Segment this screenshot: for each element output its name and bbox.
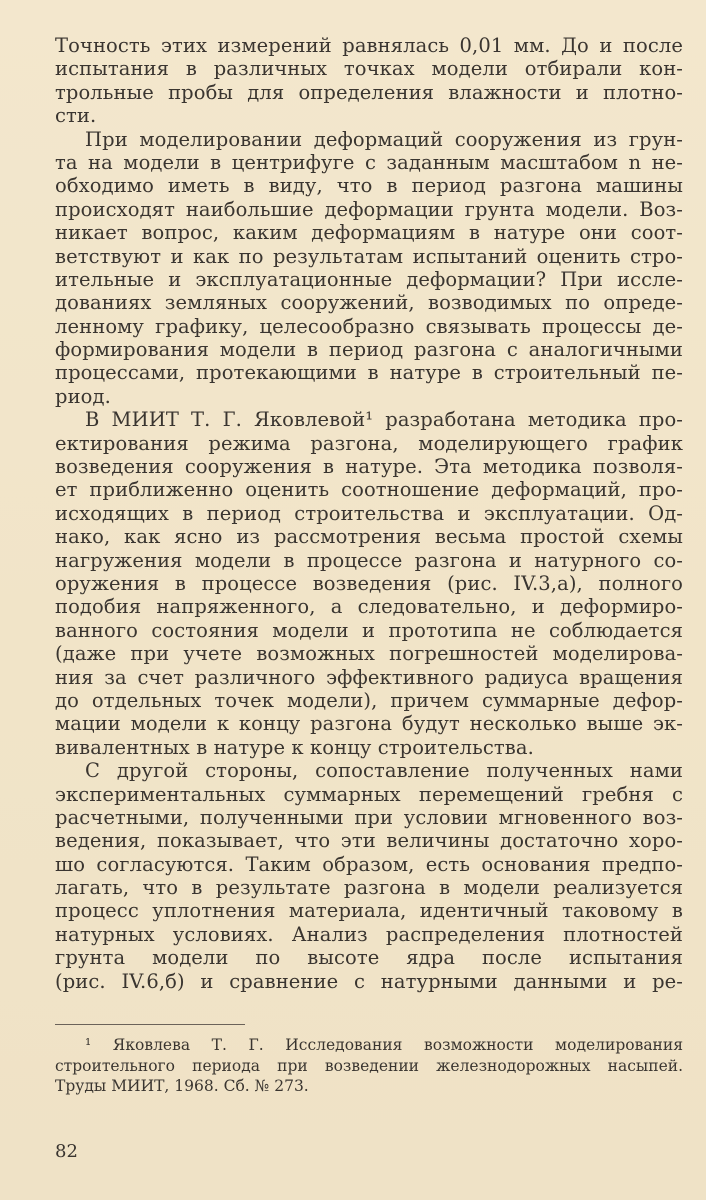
text-line: до отдельных точек модели), причем суммарные дефор-	[55, 688, 683, 712]
text-line: ектирования режима разгона, моделирующего график	[55, 431, 683, 455]
text-line: При моделировании деформаций сооружения из грун-	[85, 127, 683, 151]
text-line: обходимо иметь в виду, что в период разгона машины	[55, 174, 683, 198]
text-line: мации модели к концу разгона будут несколько выше эк-	[55, 712, 683, 736]
text-line: оружения в процессе возведения (рис. IV.3,а), полного	[55, 571, 683, 595]
text-line: подобия напряженного, а следовательно, и деформиро-	[55, 595, 683, 619]
footnote-divider	[55, 1024, 245, 1025]
text-line: нагружения модели в процессе разгона и натурного со-	[55, 548, 683, 572]
footnote-line: ¹ Яковлева Т. Г. Исследования возможности моделирования	[85, 1036, 683, 1054]
text-line: В МИИТ Т. Г. Яковлевой¹ разработана методика про-	[85, 408, 683, 432]
text-line: сти.	[55, 104, 97, 128]
footnote	[55, 1035, 683, 1097]
page-number: 82	[55, 1141, 78, 1162]
text-line: испытания в различных точках модели отбирали кон-	[55, 57, 683, 81]
text-line: С другой стороны, сопоставление полученных нами	[85, 759, 683, 783]
text-line: экспериментальных суммарных перемещений гребня с	[55, 782, 683, 806]
text-line: никает вопрос, каким деформациям в натуре они соот-	[55, 221, 683, 245]
text-line: нако, как ясно из рассмотрения весьма простой схемы	[55, 525, 683, 549]
text-line: расчетными, полученными при условии мгновенного воз-	[55, 805, 683, 829]
text-line: та на модели в центрифуге с заданным масштабом n не-	[55, 150, 683, 174]
text-line: процессами, протекающими в натуре в строительный пе-	[55, 361, 683, 385]
text-line: процесс уплотнения материала, идентичный таковому в	[55, 899, 683, 923]
text-line: дованиях земляных сооружений, возводимых по опреде-	[55, 291, 683, 315]
text-line: формирования модели в период разгона с аналогичными	[55, 338, 683, 362]
text-line: риод.	[55, 384, 111, 408]
text-line: (даже при учете возможных погрешностей моделирова-	[55, 642, 683, 666]
text-line: ния за счет различного эффективного радиуса вращения	[55, 665, 683, 689]
text-line: Точность этих измерений равнялась 0,01 мм. До и после	[55, 34, 683, 57]
text-line: ет приближенно оценить соотношение деформаций, про-	[55, 478, 683, 502]
text-line: натурных условиях. Анализ распределения плотностей	[55, 922, 683, 946]
main-text	[55, 34, 683, 993]
text-line: (рис. IV.6,б) и сравнение с натурными данными и ре-	[55, 969, 683, 993]
text-line: грунта модели по высоте ядра после испытания	[55, 946, 683, 970]
text-line: ванного состояния модели и прототипа не соблюдается	[55, 618, 683, 642]
text-line: происходят наибольшие деформации грунта модели. Воз-	[55, 197, 683, 221]
text-line: исходящих в период строительства и эксплуатации. Од-	[55, 501, 683, 525]
text-line: лагать, что в результате разгона в модели реализуется	[55, 876, 683, 900]
text-line: ветствуют и как по результатам испытаний оценить стро-	[55, 244, 683, 268]
text-line: шо согласуются. Таким образом, есть основания предпо-	[55, 852, 683, 876]
text-line: вивалентных в натуре к концу строительства.	[55, 735, 534, 759]
footnote-line: Труды МИИТ, 1968. Сб. № 273.	[55, 1077, 309, 1095]
text-line: ительные и эксплуатационные деформации? При иссле-	[55, 267, 683, 291]
text-line: трольные пробы для определения влажности и плотно-	[55, 80, 683, 104]
text-line: возведения сооружения в натуре. Эта методика позволя-	[55, 455, 683, 479]
text-line: ленному графику, целесообразно связывать процессы де-	[55, 314, 683, 338]
footnote-line: строительного периода при возведении железнодорожных насыпей.	[55, 1056, 683, 1075]
text-line: ведения, показывает, что эти величины достаточно хоро-	[55, 829, 683, 853]
